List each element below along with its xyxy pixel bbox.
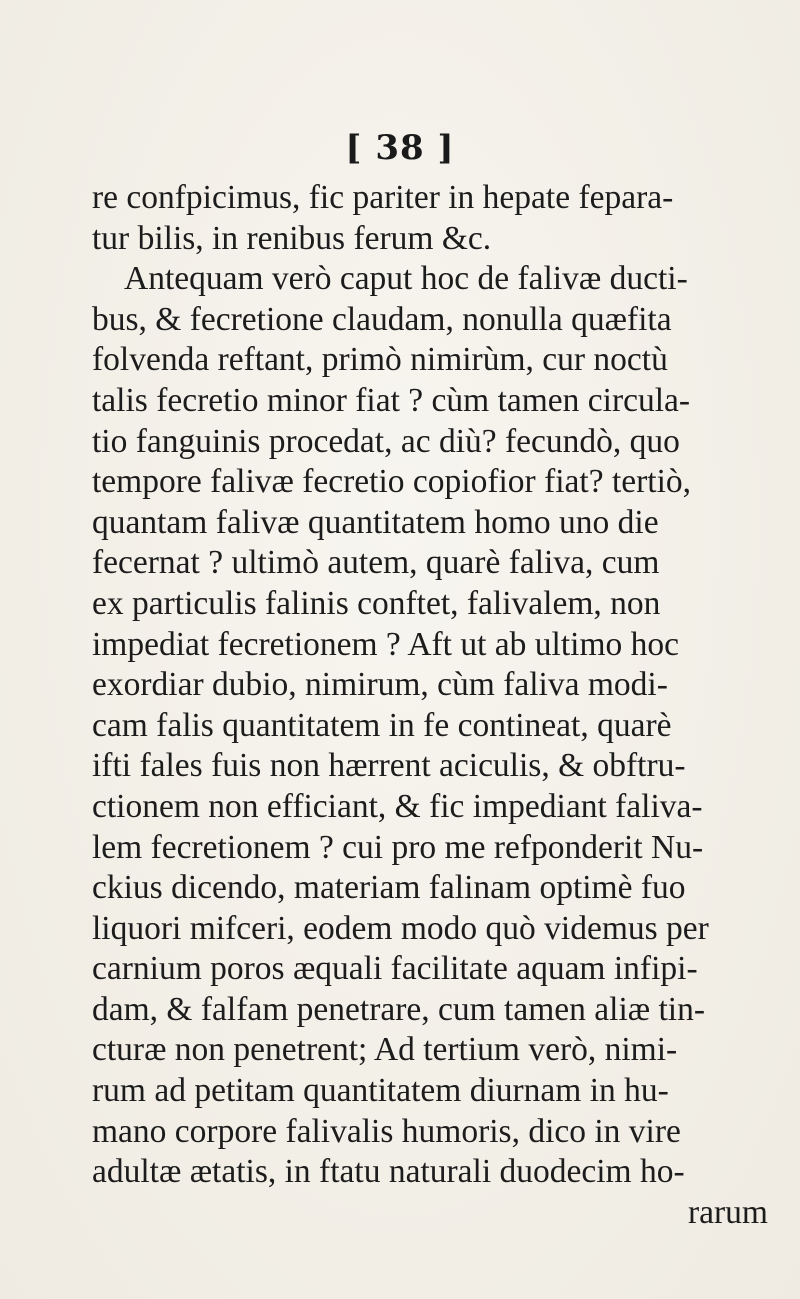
text-line: cam falis quantitatem in fe contineat, quarè [92,706,672,744]
text-line: lem fecretionem ? cui pro me refponderit Nu- [92,828,704,866]
text-line: carnium poros æquali facilitate aquam infipi- [92,950,698,988]
text-line: ckius dicendo, materiam falinam optimè fuo [92,869,686,907]
text-line: ex particulis falinis conftet, falivalem, non [92,584,661,622]
text-line: ctionem non efficiant, & fic impediant faliva- [92,787,703,825]
text-line: re confpicimus, fic pariter in hepate fepara- [92,179,674,216]
text-line: ifti fales fuis non hærrent aciculis, & obftru- [92,747,686,785]
page-number: [ 38 ] [345,128,455,168]
body-text [92,178,792,1233]
text-line: tur bilis, in renibus ferum &c. [92,219,492,257]
text-line: talis fecretio minor fiat ? cùm tamen circula- [92,381,691,419]
text-line: liquori mifceri, eodem modo quò videmus per [92,909,709,947]
text-line: Antequam verò caput hoc de falivæ ducti- [124,260,688,298]
text-line: tempore falivæ fecretio copiofior fiat? tertiò, [92,463,692,501]
text-line: fecernat ? ultimò autem, quarè faliva, cum [92,544,660,582]
catchword: rarum [688,1193,768,1231]
text-line: adultæ ætatis, in ftatu naturali duodecim ho- [92,1153,685,1191]
text-line: bus, & fecretione claudam, nonulla quæfita [92,300,672,338]
text-line: rum ad petitam quantitatem diurnam in hu- [92,1072,669,1110]
text-line: tio fanguinis procedat, ac diù? fecundò, quo [92,422,680,460]
text-line: dam, & falfam penetrare, cum tamen aliæ tin- [92,990,705,1028]
text-line: cturæ non penetrent; Ad tertium verò, nimi- [92,1031,678,1069]
text-line: exordiar dubio, nimirum, cùm faliva modi- [92,666,668,704]
text-line: quantam falivæ quantitatem homo uno die [92,503,659,541]
text-line: impediat fecretionem ? Aft ut ab ultimo hoc [92,625,680,663]
text-line: mano corpore falivalis humoris, dico in vire [92,1112,681,1150]
text-line: folvenda reftant, primò nimirùm, cur noctù [92,341,668,379]
